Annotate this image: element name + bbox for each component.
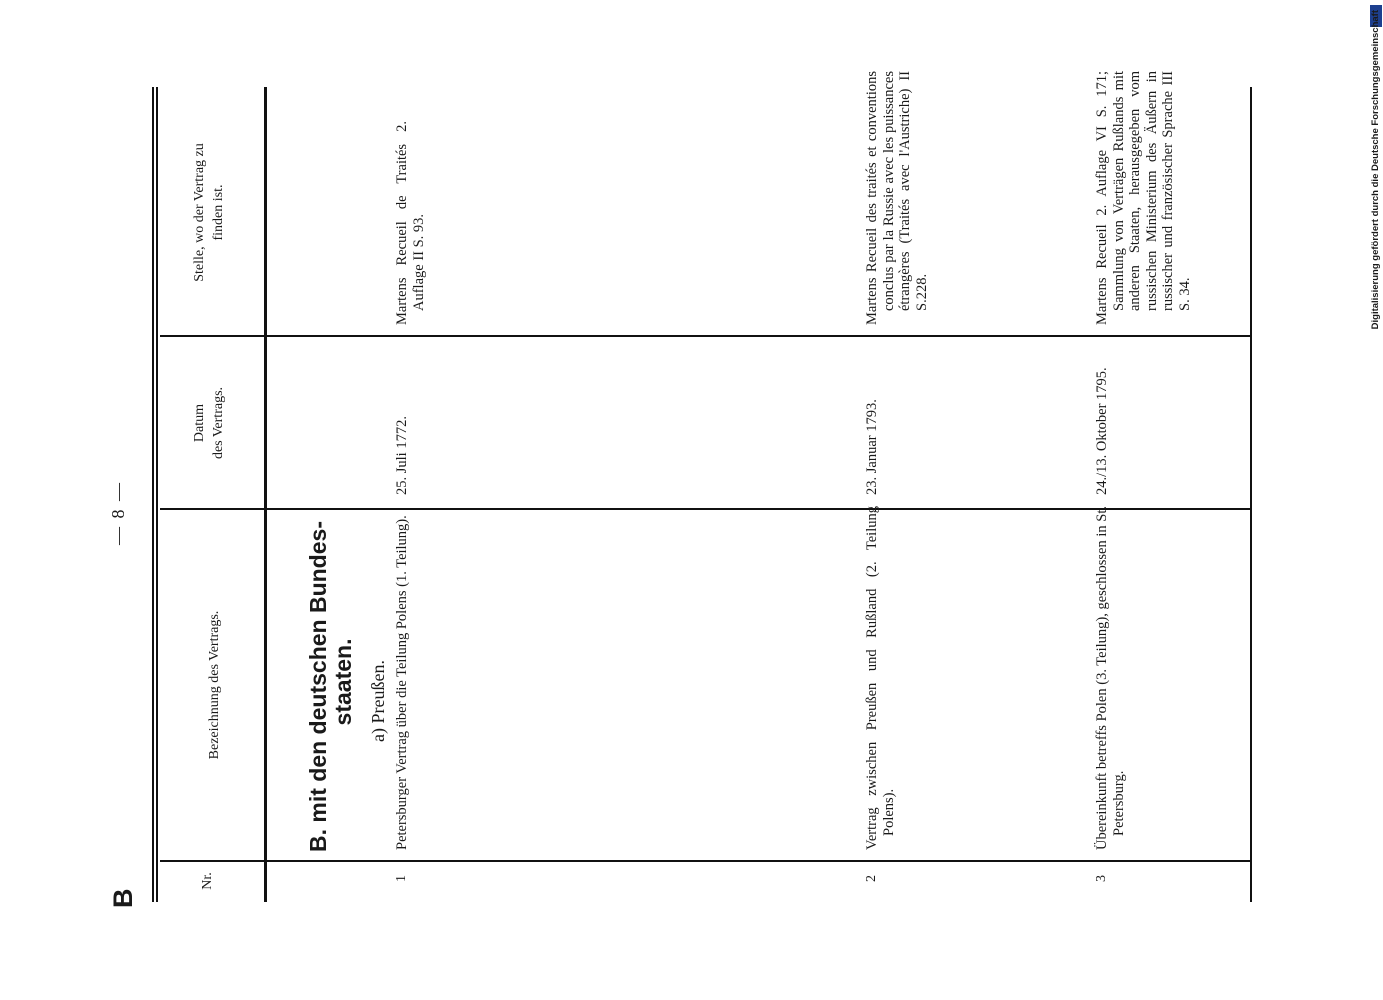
row-3-nr: 3 [1094, 875, 1109, 882]
section-title-line1: B. mit den deutschen Bundes- [305, 521, 331, 852]
dfg-watermark [1370, 5, 1382, 395]
row-3-stelle: Martens Recueil 2. Auflage VI S. 171; Sammlung von Verträgen Rußlands mit anderen Staaten, herausgegeben vom russischen Ministerium des Äußern in russischer und französischer Sprache III S. 34. [1094, 71, 1193, 325]
header-datum-line2: des Vertrags. [211, 386, 226, 460]
header-datum [190, 338, 228, 508]
header-bottom-rule [264, 87, 267, 902]
row-2-stelle: Martens Recueil des traités et conventions conclus par la Russie avec les puissances étrangères (Traités avec l'Austriche) II S.228. [864, 71, 930, 325]
row-1-nr: 1 [394, 875, 409, 882]
section-title-line2: staaten. [330, 638, 356, 726]
row-3-bezeichnung: Übereinkunft betreffs Polen (3. Teilung), geschlossen in St. Petersburg. [1094, 506, 1127, 850]
row-3-datum: 24./13. Oktober 1795. [1094, 367, 1110, 495]
header-bezeichnung: Bezeichnung des Vertrags. [207, 610, 222, 760]
row-2-datum: 23. Januar 1793. [864, 399, 880, 495]
column-separator-datum [160, 336, 1250, 338]
table-top-rule-thin [152, 87, 154, 902]
header-stelle-line1: Stelle, wo der Vertrag zu [192, 143, 207, 282]
page-number: — 8 — [108, 481, 128, 545]
row-2-bezeichnung: Vertrag zwischen Preußen und Rußland (2. Teilung Polens). [864, 506, 897, 850]
table-top-rule-thick [156, 87, 159, 902]
header-stelle [190, 90, 228, 335]
header-stelle-line2: finden ist. [211, 184, 226, 241]
header-datum-line1: Datum [192, 403, 207, 443]
row-1-stelle: Martens Recueil de Traités 2. Auflage II S. 93. [394, 121, 427, 325]
row-1-datum: 25. Juli 1772. [394, 416, 410, 495]
section-subtitle: a) Preußen. [368, 660, 388, 742]
column-separator-nr [160, 861, 1250, 863]
header-nr: Nr. [200, 872, 215, 890]
dfg-watermark-text: Digitalisierung gefördert durch die Deutsche Forschungsgemeinschaft [1370, 10, 1381, 330]
row-2-nr: 2 [864, 875, 879, 882]
section-title [306, 512, 356, 852]
column-separator-bezeichnung [160, 509, 1250, 511]
row-1-bezeichnung: Petersburger Vertrag über die Teilung Polens (1. Teilung). [394, 515, 410, 850]
row-separator [1250, 87, 1252, 902]
corner-letter: B [108, 888, 138, 908]
